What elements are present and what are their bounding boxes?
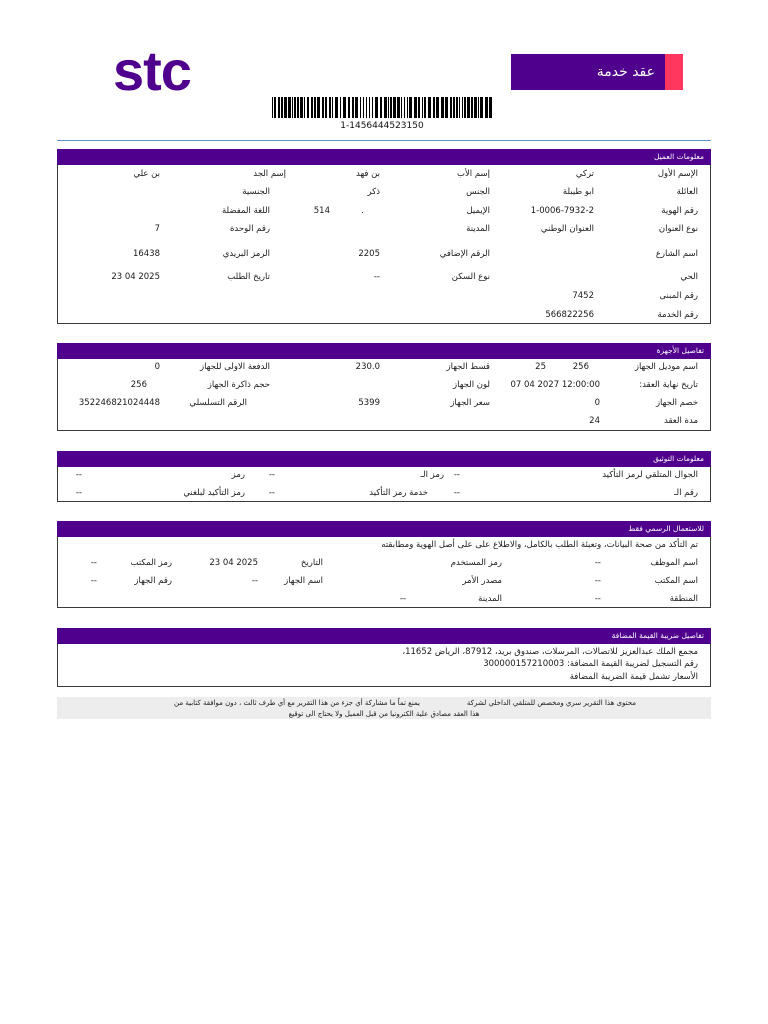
barcode-bar bbox=[474, 97, 477, 118]
table-row bbox=[58, 309, 710, 321]
barcode-bar bbox=[311, 97, 313, 118]
barcode-bar bbox=[348, 97, 350, 118]
table-row bbox=[58, 397, 710, 409]
table-row bbox=[58, 658, 710, 670]
table-row bbox=[58, 379, 710, 391]
barcode-bar bbox=[284, 97, 287, 118]
email-value: . bbox=[361, 206, 364, 216]
otp-notify-value: -- bbox=[75, 488, 82, 498]
additional-number-label: الرقم الإضافي bbox=[439, 249, 490, 259]
table-row bbox=[58, 271, 710, 283]
barcode-bar bbox=[471, 97, 473, 118]
number-value: -- bbox=[453, 488, 460, 498]
user-code-label: رمز المستخدم bbox=[450, 558, 502, 568]
family-name-label: العائلة bbox=[676, 187, 698, 197]
barcode-bar bbox=[388, 97, 389, 118]
vat-section bbox=[57, 628, 711, 687]
barcode-bar bbox=[322, 97, 324, 118]
otp-service-value: -- bbox=[268, 488, 275, 498]
table-row bbox=[58, 469, 710, 481]
table-row bbox=[58, 487, 710, 499]
barcode-bar bbox=[304, 97, 305, 118]
unit-number-label: رقم الوحدة bbox=[229, 224, 270, 234]
barcode-bar bbox=[462, 97, 463, 118]
barcode-bar bbox=[307, 97, 309, 118]
service-number-value: 566822256 bbox=[545, 310, 594, 320]
confidential-notice: محتوى هذا التقرير سري ومخصص للمتلقي الداخلي لشركة bbox=[466, 699, 636, 707]
father-name-value: بن فهد bbox=[356, 169, 380, 179]
barcode-bar bbox=[329, 97, 331, 118]
table-row bbox=[58, 415, 710, 427]
barcode-bar bbox=[325, 97, 327, 118]
official-use-section bbox=[57, 521, 711, 608]
barcode-bar bbox=[272, 97, 273, 118]
barcode-bar bbox=[414, 97, 417, 118]
contract-end-value: 07 04 2027 12:00:00 bbox=[510, 380, 600, 390]
nationality-label: الجنسية bbox=[242, 187, 270, 197]
barcode-bar bbox=[369, 97, 370, 118]
company-address: مجمع الملك عبدالعزيز للاتصالات، المرسلات، صندوق بريد، 87912، الرياض 11652، bbox=[402, 647, 698, 657]
id-number-label: رقم الهوية bbox=[661, 206, 698, 216]
installment-value: 230.0 bbox=[355, 362, 380, 372]
region-label: المنطقة bbox=[669, 594, 698, 604]
barcode-bar bbox=[404, 97, 405, 118]
stc-logo: stc bbox=[113, 39, 191, 102]
device-discount-label: خصم الجهاز bbox=[655, 398, 698, 408]
barcode-bar bbox=[409, 97, 412, 118]
employee-name-value: -- bbox=[594, 558, 601, 568]
otp-mobile-label: الجوال المتلقي لرمز التأكيد bbox=[602, 470, 698, 480]
sharing-prohibition-notice: يمنع تماً ما مشاركة أي جزء من هذا التقرير مع أي طرف ثالث ، دون موافقة كتابية من bbox=[174, 699, 420, 707]
device-model-value-extra: 25 bbox=[535, 362, 546, 372]
additional-number-value: 2205 bbox=[358, 249, 380, 259]
verification-section bbox=[57, 451, 711, 502]
barcode-bar bbox=[366, 97, 367, 118]
office-code-value: -- bbox=[90, 558, 97, 568]
table-row bbox=[58, 361, 710, 373]
barcode-bar bbox=[428, 97, 431, 118]
barcode-bar bbox=[407, 97, 408, 118]
down-payment-label: الدفعة الاولى للجهاز bbox=[199, 362, 270, 372]
barcode-bar bbox=[278, 97, 280, 118]
barcode-bar bbox=[384, 97, 387, 118]
barcode-bar bbox=[467, 97, 470, 118]
code-value: -- bbox=[268, 470, 275, 480]
postal-code-value: 16438 bbox=[132, 249, 160, 259]
city-label: المدينة bbox=[478, 594, 502, 604]
barcode-bar bbox=[294, 97, 296, 118]
street-name-label: اسم الشارع bbox=[655, 249, 698, 259]
barcode-bar bbox=[352, 97, 354, 118]
device-price-label: سعر الجهاز bbox=[450, 398, 490, 408]
housing-type-value: -- bbox=[373, 272, 380, 282]
device-memory-label: حجم ذاكرة الجهاز bbox=[207, 380, 270, 390]
email-value-extra: 514 bbox=[313, 206, 330, 216]
table-row bbox=[58, 575, 710, 587]
header-divider bbox=[57, 140, 711, 141]
device-number-label: رقم الجهاز bbox=[134, 576, 172, 586]
table-row bbox=[58, 646, 710, 658]
device-number-value: -- bbox=[90, 576, 97, 586]
verification-statement: تم التأكد من صحة البيانات، وتعبئة الطلب بالكامل، والاطلاع على على أصل الهوية ومطابقته bbox=[381, 540, 698, 550]
table-row bbox=[58, 248, 710, 260]
employee-name-label: اسم الموظف bbox=[650, 558, 698, 568]
grandfather-name-label: إسم الجد bbox=[253, 169, 286, 179]
barcode-bar bbox=[340, 97, 341, 118]
title-accent-stripe bbox=[665, 54, 683, 90]
barcode-bar bbox=[480, 97, 483, 118]
table-row bbox=[58, 205, 710, 217]
barcode-bar bbox=[450, 97, 452, 118]
barcode bbox=[272, 97, 492, 118]
request-date-label: تاريخ الطلب bbox=[227, 272, 270, 282]
address-type-label: نوع العنوان bbox=[658, 224, 698, 234]
installment-label: قسط الجهاز bbox=[446, 362, 490, 372]
family-name-value: ابو طيبلة bbox=[562, 187, 594, 197]
barcode-bar bbox=[424, 97, 426, 118]
region-value: -- bbox=[594, 594, 601, 604]
device-model-label: اسم موديل الجهاز bbox=[634, 362, 698, 372]
vat-prices-note: الأسعار تشمل قيمة الضريبة المضافة bbox=[569, 672, 698, 682]
gender-label: الجنس bbox=[466, 187, 490, 197]
device-details-heading: تفاصيل الأجهزة bbox=[57, 343, 711, 359]
footer-notice bbox=[57, 697, 711, 719]
device-memory-value: 256 bbox=[130, 380, 147, 390]
table-row bbox=[58, 593, 710, 605]
table-row bbox=[58, 186, 710, 198]
building-number-value: 7452 bbox=[572, 291, 594, 301]
father-name-label: إسم الأب bbox=[456, 169, 490, 179]
barcode-bar bbox=[459, 97, 460, 118]
city-label: المدينة bbox=[466, 224, 490, 234]
device-discount-value: 0 bbox=[594, 398, 600, 408]
table-row bbox=[58, 557, 710, 569]
service-number-label: رقم الخدمة bbox=[657, 310, 698, 320]
table-row bbox=[58, 539, 710, 551]
serial-number-label: الرقم التسلسلي bbox=[189, 398, 247, 408]
contract-duration-label: مدة العقد bbox=[664, 416, 698, 426]
short-code-value: -- bbox=[75, 470, 82, 480]
table-row bbox=[58, 671, 710, 683]
barcode-bar bbox=[332, 97, 333, 118]
preferred-language-label: اللغة المفضلة bbox=[221, 206, 270, 216]
otp-mobile-value: -- bbox=[453, 470, 460, 480]
barcode-bar bbox=[300, 97, 303, 118]
gender-value: ذكر bbox=[367, 187, 380, 197]
barcode-bar bbox=[314, 97, 316, 118]
device-name-label: اسم الجهاز bbox=[284, 576, 323, 586]
barcode-bar bbox=[456, 97, 458, 118]
barcode-bar bbox=[335, 97, 338, 118]
barcode-bar bbox=[453, 97, 455, 118]
building-number-label: رقم المبنى bbox=[659, 291, 698, 301]
id-number-value: 1-0006-7932-2 bbox=[530, 206, 594, 216]
barcode-bar bbox=[445, 97, 448, 118]
barcode-bar bbox=[418, 97, 420, 118]
barcode-bar bbox=[360, 97, 361, 118]
barcode-bar bbox=[485, 97, 488, 118]
device-model-value: 256 bbox=[572, 362, 589, 372]
contract-end-label: تاريخ نهاية العقد: bbox=[639, 380, 698, 390]
customer-info-section bbox=[57, 149, 711, 324]
serial-number-value: 352246821024448 bbox=[78, 398, 160, 408]
barcode-bar bbox=[355, 97, 358, 118]
barcode-bar bbox=[292, 97, 293, 118]
grandfather-name-value: بن علي bbox=[133, 169, 160, 179]
barcode-bar bbox=[372, 97, 373, 118]
barcode-bar bbox=[390, 97, 392, 118]
official-use-heading: للاستعمال الرسمي فقط bbox=[57, 521, 711, 537]
order-source-label: مصدر الأمر bbox=[462, 576, 502, 586]
office-name-label: اسم المكتب bbox=[654, 576, 698, 586]
device-details-section bbox=[57, 343, 711, 431]
vat-registration: رقم التسجيل لضريبة القيمة المضافة: 300000157210003 bbox=[483, 659, 698, 669]
barcode-bar bbox=[393, 97, 396, 118]
barcode-bar bbox=[422, 97, 423, 118]
barcode-bar bbox=[343, 97, 346, 118]
first-name-value: تركي bbox=[575, 169, 594, 179]
barcode-bar bbox=[397, 97, 400, 118]
first-name-label: الإسم الأول bbox=[657, 169, 698, 179]
barcode-bar bbox=[375, 97, 378, 118]
verification-heading: معلومات التوثيق bbox=[57, 451, 711, 467]
barcode-bar bbox=[478, 97, 479, 118]
page-title: عقد خدمة bbox=[596, 64, 655, 80]
barcode-bar bbox=[363, 97, 364, 118]
vat-heading: تفاصيل ضريبة القيمة المضافة bbox=[57, 628, 711, 644]
barcode-bar bbox=[489, 97, 492, 118]
barcode-bar bbox=[380, 97, 382, 118]
barcode-bar bbox=[433, 97, 435, 118]
customer-info-heading: معلومات العميل bbox=[57, 149, 711, 165]
contract-title-box bbox=[511, 54, 683, 90]
office-code-label: رمز المكتب bbox=[130, 558, 172, 568]
device-color-label: لون الجهاز bbox=[453, 380, 490, 390]
e-signature-note: هذا العقد مصادق علية الكترونيا من قبل العميل ولا يحتاج الى توقيع bbox=[288, 710, 480, 718]
district-label: الحي bbox=[680, 272, 698, 282]
barcode-bar bbox=[297, 97, 299, 118]
postal-code-label: الرمز البريدي bbox=[222, 249, 270, 259]
table-row bbox=[58, 290, 710, 302]
code-label: رمز الـ bbox=[420, 470, 444, 480]
short-code-label: رمز bbox=[231, 470, 245, 480]
barcode-bar bbox=[464, 97, 466, 118]
email-label: الإيميل bbox=[466, 206, 490, 216]
device-price-value: 5399 bbox=[358, 398, 380, 408]
office-name-value: -- bbox=[594, 576, 601, 586]
otp-service-label: خدمة رمز التأكيد bbox=[369, 488, 428, 498]
barcode-bar bbox=[317, 97, 320, 118]
otp-notify-label: رمز التأكيد لبلغني bbox=[183, 488, 245, 498]
request-date-value: 23 04 2025 bbox=[111, 272, 160, 282]
table-row bbox=[58, 223, 710, 235]
date-label: التاريخ bbox=[300, 558, 323, 568]
down-payment-value: 0 bbox=[154, 362, 160, 372]
contract-duration-value: 24 bbox=[589, 416, 600, 426]
number-label: رقم الـ bbox=[674, 488, 698, 498]
address-type-value: العنوان الوطني bbox=[540, 224, 594, 234]
barcode-bar bbox=[436, 97, 439, 118]
barcode-bar bbox=[288, 97, 291, 118]
table-row bbox=[58, 168, 710, 180]
barcode-bar bbox=[281, 97, 283, 118]
city-value: -- bbox=[399, 594, 406, 604]
housing-type-label: نوع السكن bbox=[451, 272, 490, 282]
barcode-bar bbox=[401, 97, 402, 118]
unit-number-value: 7 bbox=[154, 224, 160, 234]
date-value: 23 04 2025 bbox=[209, 558, 258, 568]
barcode-number: 1-1456444523150 bbox=[340, 121, 424, 131]
barcode-bar bbox=[274, 97, 276, 118]
barcode-bar bbox=[441, 97, 444, 118]
device-name-value: -- bbox=[251, 576, 258, 586]
